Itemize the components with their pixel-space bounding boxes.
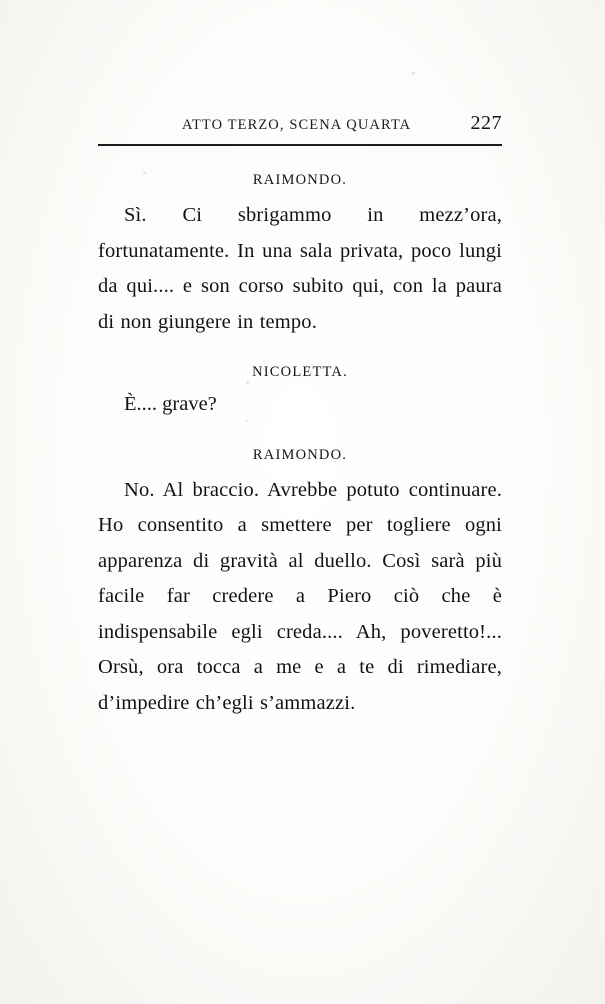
- running-head-title: ATTO TERZO, SCENA QUARTA: [182, 117, 412, 133]
- scan-speck: [412, 72, 415, 75]
- dialogue-paragraph-3: No. Al braccio. Avrebbe potuto continuare. Ho consentito a smettere per togliere ogni apparenza di gravità al duello. Così sarà più facile far credere a Piero ciò che è indispensabile egli creda.... Ah, poveretto!... Orsù, ora tocca a me e a te di rimediare, d’impedire ch’egli s’ammazzi.: [98, 478, 502, 714]
- page-number: 227: [470, 112, 502, 134]
- page-content: [98, 112, 502, 721]
- speaker-name-nicoletta: NICOLETTA.: [252, 364, 348, 380]
- dialogue-paragraph-1: Sì. Ci sbrigammo in mezz’ora, fortunatamente. In una sala privata, poco lungi da qui.... e son corso subito qui, con la paura di non giungere in tempo.: [98, 204, 502, 333]
- speaker-name-raimondo-1: RAIMONDO.: [252, 172, 348, 188]
- speaker-name-raimondo-2: RAIMONDO.: [252, 446, 348, 463]
- running-head: [98, 112, 502, 134]
- dialogue-paragraph-2: È.... grave?: [124, 393, 217, 415]
- header-rule: [98, 144, 502, 146]
